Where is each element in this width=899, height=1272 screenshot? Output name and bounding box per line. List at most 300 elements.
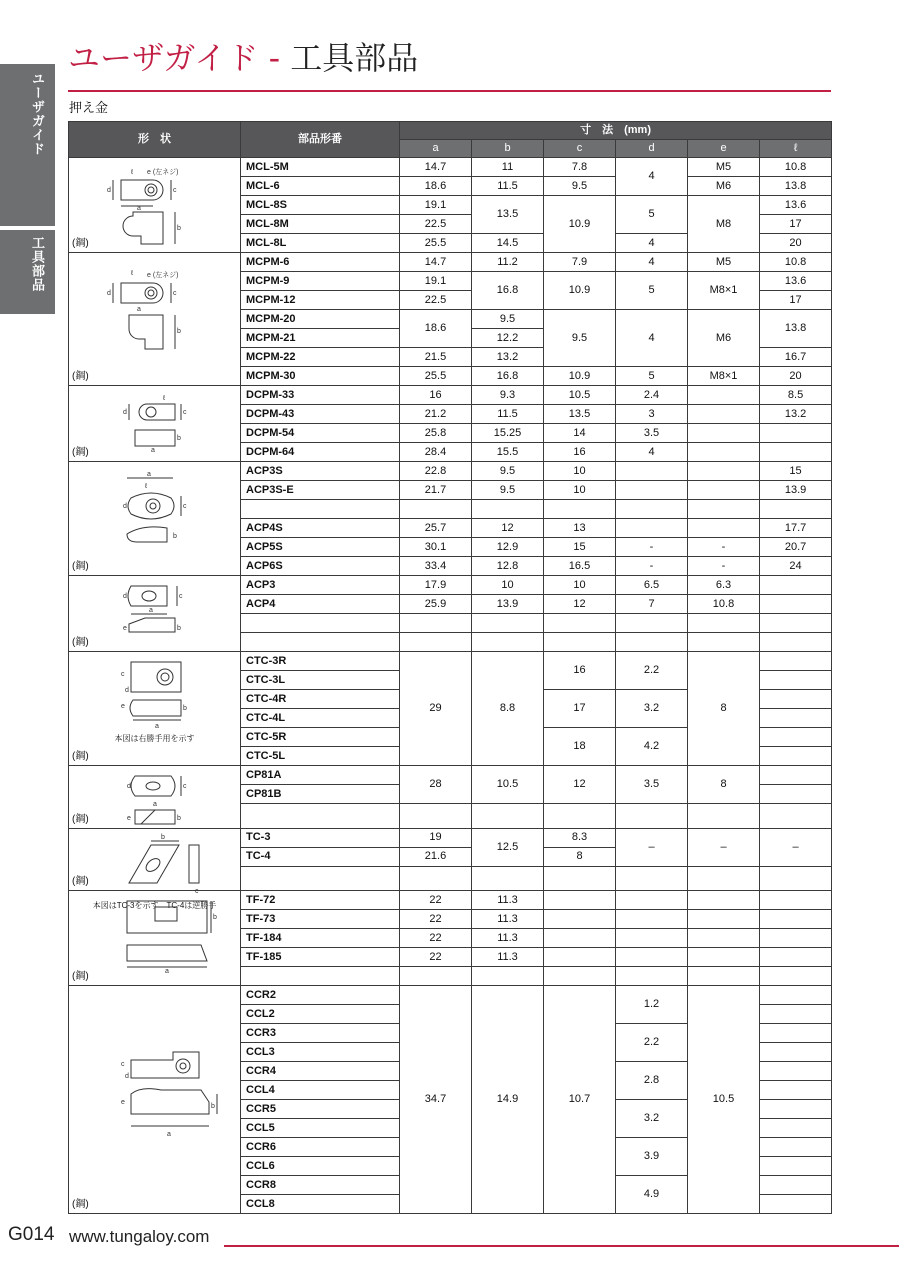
svg-text:a: a: [155, 723, 159, 730]
dim-l: 13.6: [760, 272, 832, 291]
header-col-c: c: [544, 140, 616, 158]
part-number: MCPM-9: [241, 272, 400, 291]
header-part-number: 部品形番: [241, 122, 400, 158]
part-number: ACP3S-E: [241, 481, 400, 500]
dim-d: 1.2: [616, 986, 688, 1024]
part-number: [241, 804, 400, 829]
part-number: [241, 633, 400, 652]
header-shape: 形 状: [69, 122, 241, 158]
part-number: DCPM-54: [241, 424, 400, 443]
part-number: MCPM-12: [241, 291, 400, 310]
part-number: CTC-3L: [241, 671, 400, 690]
svg-text:c: c: [183, 783, 187, 790]
dim-a: 17.9: [400, 576, 472, 595]
svg-text:b: b: [161, 833, 165, 841]
part-number: CCL3: [241, 1043, 400, 1062]
dim-d: 2.2: [616, 1024, 688, 1062]
dim-d: [616, 948, 688, 967]
svg-text:d: d: [125, 1073, 129, 1080]
dim-l: 20.7: [760, 538, 832, 557]
dim-d: 4.2: [616, 728, 688, 766]
svg-text:c: c: [183, 503, 187, 510]
shape-cell-dcpm: [69, 386, 241, 462]
part-number: CP81B: [241, 785, 400, 804]
table-row: [69, 386, 832, 405]
part-number: CCR5: [241, 1100, 400, 1119]
svg-text:d: d: [107, 187, 111, 194]
part-number: MCPM-30: [241, 367, 400, 386]
tf-clamp-drawing: [91, 895, 221, 973]
svg-text:b: b: [177, 328, 181, 335]
dim-b: 12.5: [472, 828, 544, 866]
tc-clamp-drawing: [91, 833, 221, 899]
dim-l: [760, 1176, 832, 1195]
sidetab-label: 工具部品: [29, 236, 44, 292]
dim-b: 8.8: [472, 652, 544, 766]
dim-d: 3: [616, 405, 688, 424]
shape-cell-mcl: [69, 158, 241, 253]
svg-text:d: d: [123, 503, 127, 510]
sidetab-user-guide[interactable]: [0, 64, 55, 226]
svg-text:c: c: [121, 671, 125, 678]
dim-c: 14: [544, 424, 616, 443]
part-number: TF-73: [241, 910, 400, 929]
dim-a: 25.7: [400, 519, 472, 538]
dim-c: 10: [544, 462, 616, 481]
dim-l: 20: [760, 367, 832, 386]
dim-l: [760, 652, 832, 671]
table-row: [69, 253, 832, 272]
dim-c: 17: [544, 690, 616, 728]
dim-e: [688, 443, 760, 462]
dim-d: 5: [616, 272, 688, 310]
header-col-d: d: [616, 140, 688, 158]
dim-e: M6: [688, 177, 760, 196]
dim-a: 33.4: [400, 557, 472, 576]
svg-text:ℓ: ℓ: [131, 169, 134, 176]
dim-l: [760, 1024, 832, 1043]
part-number: MCPM-6: [241, 253, 400, 272]
svg-text:e: e: [121, 703, 125, 710]
table-row: [69, 462, 832, 481]
dim-d: [616, 866, 688, 891]
part-number: ACP4: [241, 595, 400, 614]
svg-text:a: a: [137, 306, 141, 313]
svg-text:ℓ: ℓ: [145, 483, 148, 490]
table-row: [69, 891, 832, 910]
dim-e: [688, 462, 760, 481]
dim-c: 7.9: [544, 253, 616, 272]
dim-e: M6: [688, 310, 760, 367]
dim-b: 11.3: [472, 929, 544, 948]
part-number: CCR8: [241, 1176, 400, 1195]
footer-rule: [224, 1245, 899, 1247]
dim-e: [688, 891, 760, 910]
part-number: ACP5S: [241, 538, 400, 557]
dim-b: 15.25: [472, 424, 544, 443]
dim-l: [760, 709, 832, 728]
dim-c: 8.3: [544, 828, 616, 847]
header-dimensions: 寸 法 (mm): [400, 122, 832, 140]
svg-text:c: c: [173, 290, 177, 297]
material-label: (鋼): [72, 876, 89, 887]
part-number: CCR6: [241, 1138, 400, 1157]
part-number: ACP4S: [241, 519, 400, 538]
dim-b: [472, 614, 544, 633]
shape-cell-tc: [69, 828, 241, 910]
dim-c: 10.9: [544, 196, 616, 253]
dim-l: 15: [760, 462, 832, 481]
dim-d: 3.5: [616, 424, 688, 443]
part-number: CCR2: [241, 986, 400, 1005]
part-number: MCL-5M: [241, 158, 400, 177]
dim-a: 29: [400, 652, 472, 766]
header-col-e: e: [688, 140, 760, 158]
svg-text:a: a: [147, 471, 151, 478]
part-number: [241, 500, 400, 519]
shape-cell-tf: [69, 891, 241, 986]
dim-d: 4: [616, 234, 688, 253]
part-number: ACP3: [241, 576, 400, 595]
dim-e: [688, 386, 760, 405]
dim-e: M8×1: [688, 367, 760, 386]
part-number: MCPM-22: [241, 348, 400, 367]
dim-d: 4: [616, 253, 688, 272]
material-label: (鋼): [72, 371, 89, 382]
shape-cell-acp: [69, 576, 241, 652]
dim-c: 13.5: [544, 405, 616, 424]
part-number: ACP3S: [241, 462, 400, 481]
dim-e: [688, 424, 760, 443]
svg-text:e (左ネジ): e (左ネジ): [147, 169, 179, 176]
svg-text:b: b: [211, 1103, 215, 1110]
svg-text:a: a: [153, 801, 157, 808]
dim-e: [688, 929, 760, 948]
dim-d: [616, 519, 688, 538]
dim-b: 16.8: [472, 272, 544, 310]
dim-d: -: [616, 538, 688, 557]
shape-cell-acps: [69, 462, 241, 576]
dim-c: 16: [544, 443, 616, 462]
svg-text:c: c: [195, 887, 199, 895]
shape-cell-cp81: [69, 766, 241, 829]
part-number: CCL8: [241, 1195, 400, 1214]
dim-c: [544, 967, 616, 986]
svg-text:d: d: [123, 593, 127, 600]
dim-b: 9.3: [472, 386, 544, 405]
part-number: TC-3: [241, 828, 400, 847]
mcpm-clamp-drawing: [91, 257, 221, 357]
dim-l: [760, 766, 832, 785]
shape-cell-ctc: [69, 652, 241, 766]
dim-l: [760, 967, 832, 986]
dim-a: 19: [400, 828, 472, 847]
dim-a: 25.8: [400, 424, 472, 443]
dim-a: 22.5: [400, 215, 472, 234]
sidetab-tool-parts[interactable]: [0, 230, 55, 314]
material-label: (鋼): [72, 561, 89, 572]
dim-a: 21.5: [400, 348, 472, 367]
dim-b: 12.2: [472, 329, 544, 348]
svg-text:a: a: [149, 607, 153, 614]
dim-d: 3.2: [616, 690, 688, 728]
dim-e: [688, 614, 760, 633]
dim-d: 4: [616, 310, 688, 367]
dim-c: [544, 614, 616, 633]
dim-e: 10.8: [688, 595, 760, 614]
svg-text:a: a: [137, 205, 141, 212]
material-label: (鋼): [72, 813, 89, 825]
dim-b: 9.5: [472, 481, 544, 500]
dim-c: [544, 948, 616, 967]
dim-c: 9.5: [544, 310, 616, 367]
part-number: CCL4: [241, 1081, 400, 1100]
dim-l: [760, 866, 832, 891]
dim-e: 8: [688, 766, 760, 804]
dim-d: 4: [616, 443, 688, 462]
page-number: G014: [8, 1224, 55, 1245]
dim-a: 18.6: [400, 310, 472, 348]
part-number: MCL-8S: [241, 196, 400, 215]
material-label: (鋼): [72, 1199, 89, 1210]
dim-d: 4.9: [616, 1176, 688, 1214]
dim-e: -: [688, 538, 760, 557]
material-label: (鋼): [72, 238, 89, 249]
dim-a: 19.1: [400, 272, 472, 291]
dim-a: 14.7: [400, 253, 472, 272]
svg-text:d: d: [107, 290, 111, 297]
dim-c: 12: [544, 595, 616, 614]
title-rule: [68, 90, 831, 92]
dim-d: [616, 500, 688, 519]
dim-e: [688, 481, 760, 500]
dim-c: 16: [544, 652, 616, 690]
dim-c: [544, 891, 616, 910]
dim-b: 13.9: [472, 595, 544, 614]
dim-e: –: [688, 828, 760, 866]
dim-l: –: [760, 828, 832, 866]
dim-l: 24: [760, 557, 832, 576]
part-number: MCL-8M: [241, 215, 400, 234]
svg-text:b: b: [177, 225, 181, 232]
svg-text:b: b: [177, 435, 181, 442]
dim-l: 16.7: [760, 348, 832, 367]
svg-text:e: e: [121, 1099, 125, 1106]
dim-l: [760, 1119, 832, 1138]
dim-l: 17: [760, 291, 832, 310]
dim-b: 14.5: [472, 234, 544, 253]
dim-c: [544, 929, 616, 948]
dim-c: 10: [544, 481, 616, 500]
dim-l: 10.8: [760, 253, 832, 272]
svg-text:b: b: [183, 705, 187, 712]
dim-d: 6.5: [616, 576, 688, 595]
dim-a: 30.1: [400, 538, 472, 557]
part-number: [241, 866, 400, 891]
dim-e: [688, 633, 760, 652]
dim-b: 12.9: [472, 538, 544, 557]
footer-url-link[interactable]: www.tungaloy.com: [69, 1227, 210, 1246]
dim-d: [616, 967, 688, 986]
part-number: TF-185: [241, 948, 400, 967]
dim-d: 3.5: [616, 766, 688, 804]
dim-l: [760, 1100, 832, 1119]
dim-l: 8.5: [760, 386, 832, 405]
dim-e: [688, 804, 760, 829]
dim-l: [760, 891, 832, 910]
material-label: (鋼): [72, 971, 89, 982]
part-number: TC-4: [241, 847, 400, 866]
dim-l: 10.8: [760, 158, 832, 177]
dim-c: 10.7: [544, 986, 616, 1214]
dim-l: [760, 986, 832, 1005]
dim-l: [760, 614, 832, 633]
svg-text:d: d: [123, 409, 127, 416]
tc-note: 本図はTC-3を示す TC-4は逆勝手: [92, 900, 217, 910]
dim-b: 14.9: [472, 986, 544, 1214]
dim-b: 9.5: [472, 462, 544, 481]
dim-l: [760, 1043, 832, 1062]
title-main: ユーザガイド -: [68, 39, 291, 77]
svg-text:c: c: [179, 593, 183, 600]
title-sub: 工具部品: [290, 39, 419, 77]
dim-l: [760, 424, 832, 443]
dim-b: 13.5: [472, 196, 544, 234]
dim-b: 11.5: [472, 405, 544, 424]
part-number: MCL-8L: [241, 234, 400, 253]
svg-text:e: e: [127, 815, 131, 822]
dim-b: 12: [472, 519, 544, 538]
dim-l: [760, 671, 832, 690]
dim-a: [400, 804, 472, 829]
svg-text:c: c: [121, 1061, 125, 1068]
dim-b: [472, 967, 544, 986]
dim-c: 12: [544, 766, 616, 804]
acp-clamp-drawing: [91, 580, 221, 642]
svg-text:b: b: [213, 914, 217, 921]
material-label: (鋼): [72, 637, 89, 648]
dim-l: [760, 948, 832, 967]
dim-l: [760, 929, 832, 948]
material-label: (鋼): [72, 447, 89, 458]
dim-b: 15.5: [472, 443, 544, 462]
part-number: CCR3: [241, 1024, 400, 1043]
page-title: [68, 39, 419, 77]
svg-text:e (左ネジ): e (左ネジ): [147, 272, 179, 279]
dim-e: 10.5: [688, 986, 760, 1214]
table-row: [69, 766, 832, 785]
dim-c: [544, 910, 616, 929]
dim-e: [688, 500, 760, 519]
dim-b: 11: [472, 158, 544, 177]
mcl-clamp-drawing: [91, 162, 221, 246]
dim-e: [688, 967, 760, 986]
dim-c: [544, 633, 616, 652]
dim-d: 3.9: [616, 1138, 688, 1176]
dim-d: 2.8: [616, 1062, 688, 1100]
dim-a: 22: [400, 948, 472, 967]
dim-a: [400, 866, 472, 891]
dim-d: –: [616, 828, 688, 866]
svg-text:b: b: [177, 625, 181, 632]
dim-e: [688, 866, 760, 891]
dim-e: M5: [688, 158, 760, 177]
dim-c: 10.5: [544, 386, 616, 405]
svg-text:a: a: [165, 968, 169, 973]
dim-d: 3.2: [616, 1100, 688, 1138]
part-number: DCPM-33: [241, 386, 400, 405]
dim-d: [616, 891, 688, 910]
part-number: CTC-3R: [241, 652, 400, 671]
dim-d: [616, 910, 688, 929]
dim-a: 25.5: [400, 234, 472, 253]
dim-e: M8×1: [688, 272, 760, 310]
part-number: [241, 967, 400, 986]
dim-d: 2.2: [616, 652, 688, 690]
parts-table: [68, 121, 832, 1214]
dim-a: 14.7: [400, 158, 472, 177]
dim-l: 20: [760, 234, 832, 253]
dim-b: 9.5: [472, 310, 544, 329]
svg-text:ℓ: ℓ: [163, 395, 166, 402]
dim-e: [688, 405, 760, 424]
ctc-note: 本図は右勝手用を示す: [114, 734, 195, 743]
part-number: CCR4: [241, 1062, 400, 1081]
dim-d: 5: [616, 367, 688, 386]
dim-l: 13.9: [760, 481, 832, 500]
dim-a: 22: [400, 891, 472, 910]
svg-text:a: a: [151, 447, 155, 454]
dim-c: [544, 804, 616, 829]
part-number: CCL5: [241, 1119, 400, 1138]
dim-l: 13.2: [760, 405, 832, 424]
dim-a: [400, 633, 472, 652]
dim-b: 13.2: [472, 348, 544, 367]
ctc-clamp-drawing: [91, 656, 221, 736]
dim-l: [760, 1062, 832, 1081]
table-row: [69, 828, 832, 847]
dim-b: [472, 633, 544, 652]
dim-a: 28: [400, 766, 472, 804]
dim-d: [616, 804, 688, 829]
cc-clamp-drawing: [91, 990, 221, 1190]
dim-a: 21.7: [400, 481, 472, 500]
header-col-a: a: [400, 140, 472, 158]
dim-l: [760, 576, 832, 595]
dim-c: [544, 500, 616, 519]
dim-d: 7: [616, 595, 688, 614]
dim-c: 7.8: [544, 158, 616, 177]
dim-b: [472, 500, 544, 519]
dim-e: -: [688, 557, 760, 576]
svg-text:a: a: [167, 1131, 171, 1138]
svg-text:b: b: [177, 815, 181, 822]
part-number: CCL2: [241, 1005, 400, 1024]
dim-c: 16.5: [544, 557, 616, 576]
dim-d: 2.4: [616, 386, 688, 405]
part-number: TF-72: [241, 891, 400, 910]
dim-e: 6.3: [688, 576, 760, 595]
dcpm-clamp-drawing: [91, 390, 221, 454]
dim-a: 22.5: [400, 291, 472, 310]
dim-l: [760, 1195, 832, 1214]
dim-c: 10.9: [544, 367, 616, 386]
dim-e: M5: [688, 253, 760, 272]
dim-l: [760, 1005, 832, 1024]
dim-e: 8: [688, 652, 760, 766]
dim-c: 10.9: [544, 272, 616, 310]
svg-text:d: d: [125, 687, 129, 694]
